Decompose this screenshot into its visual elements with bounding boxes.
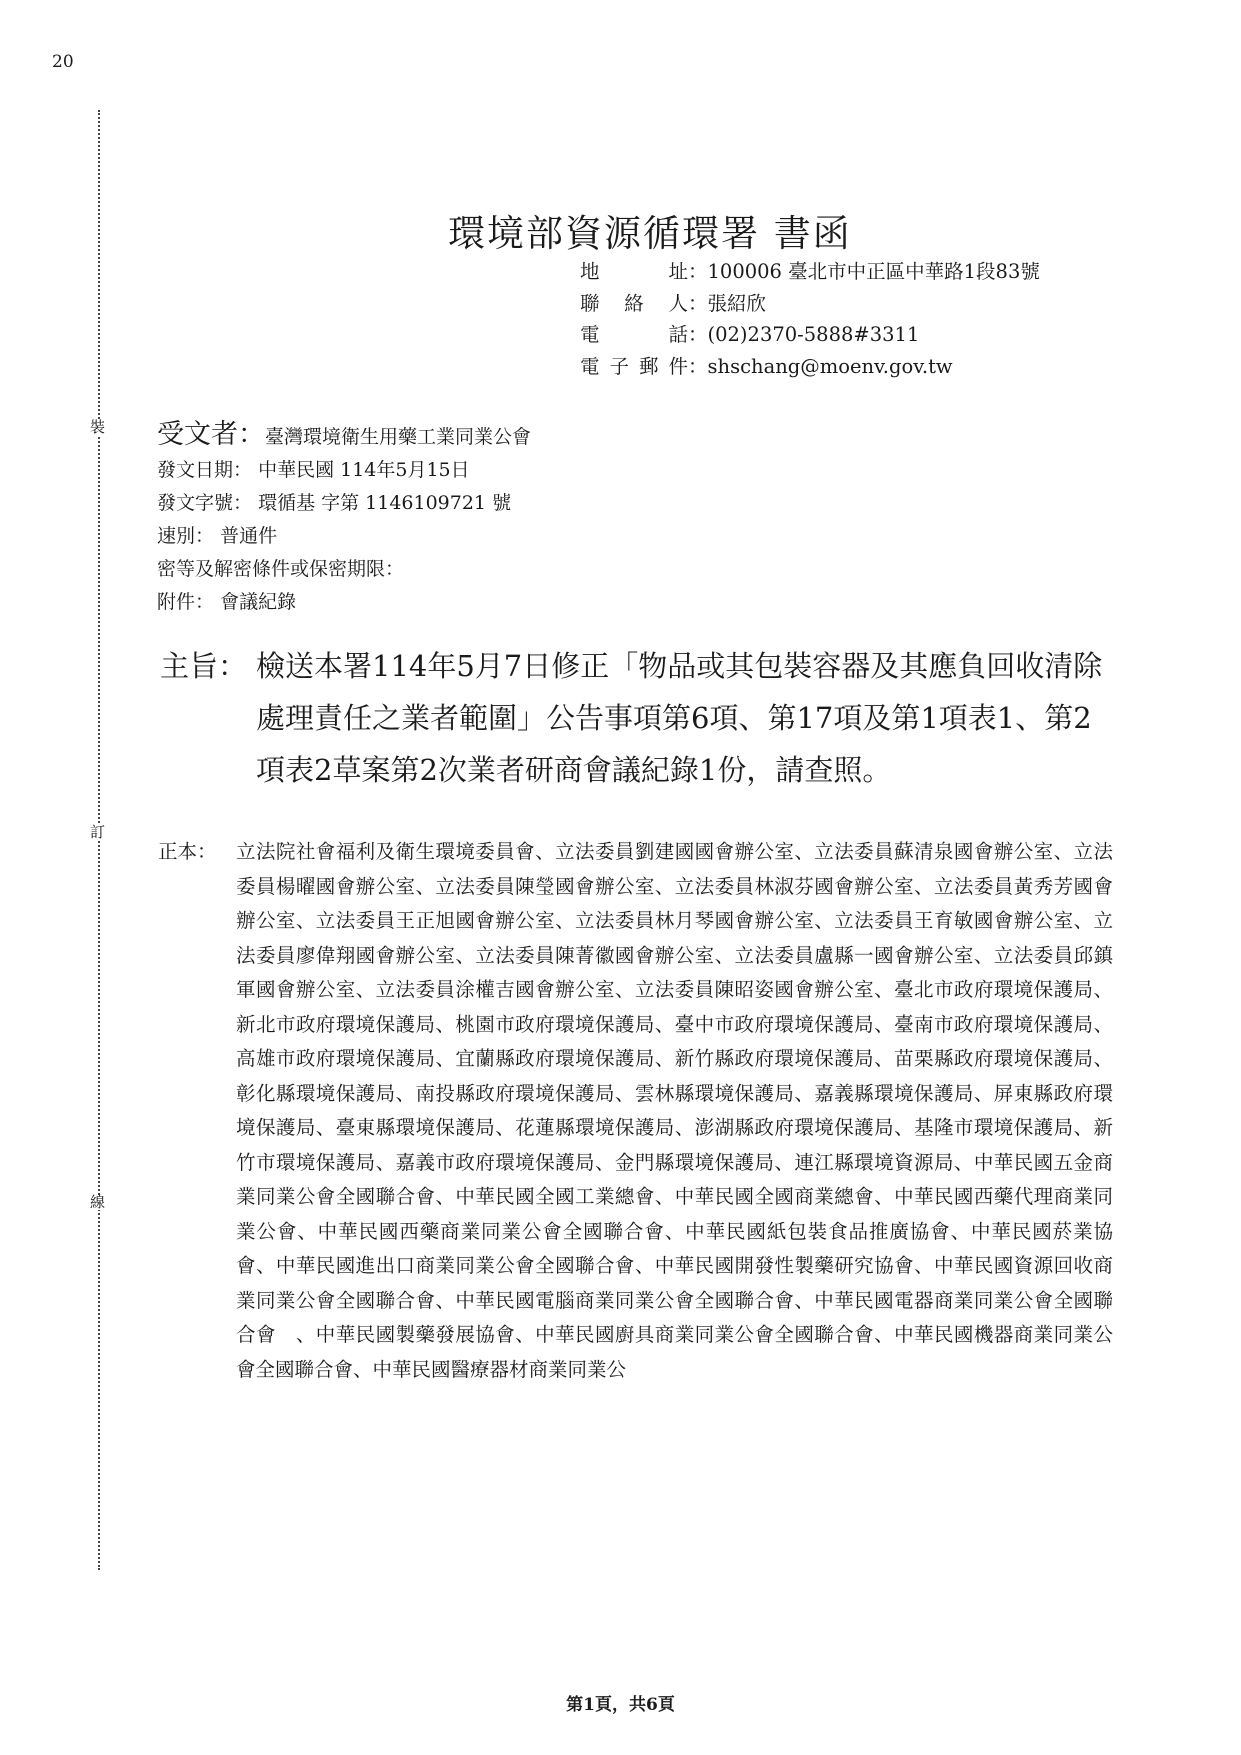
attachment-value: 會議紀錄 — [220, 591, 297, 613]
document-title: 環境部資源循環署 書函 — [448, 212, 852, 255]
contact-email: 電子郵件：shschang@moenv.gov.tw — [580, 351, 1040, 383]
subject-block — [160, 640, 1110, 796]
subject-label: 主旨： — [160, 649, 248, 683]
recipients-block — [158, 835, 1113, 1387]
contact-phone: 電話：(02)2370-5888#3311 — [580, 319, 1040, 351]
binding-mark-xian: 線 — [90, 1193, 106, 1211]
contact-address: 地址：100006 臺北市中正區中華路1段83號 — [580, 256, 1040, 288]
date-label: 發文日期 — [157, 459, 234, 481]
binding-mark-zhuang: 裝 — [90, 418, 106, 436]
contact-label: 聯絡人 — [580, 291, 688, 315]
binding-mark-ding: 訂 — [90, 823, 106, 841]
contact-value: (02)2370-5888#3311 — [707, 323, 920, 346]
contact-label: 地址 — [580, 260, 688, 283]
page-footer: 第1頁，共6頁 — [566, 1695, 675, 1715]
contact-label: 電子郵件 — [580, 354, 688, 378]
recipients-text: 立法院社會福利及衛生環境委員會、立法委員劉建國國會辦公室、立法委員蘇清泉國會辦公室、立法委員楊曜國會辦公室、立法委員陳瑩國會辦公室、立法委員林淑芬國會辦公室、立法委員黃秀芳國會辦公室、立法委員王正旭國會辦公室、立法委員林月琴國會辦公室、立法委員王育敏國會辦公室、立法委員廖偉翔國會辦公室、立法委員陳菁徽國會辦公室、立法委員盧縣一國會辦公室、立法委員邱鎮軍國會辦公室、立法委員涂權吉國會辦公室、立法委員陳昭姿國會辦公室、臺北市政府環境保護局、新北市政府環境保護局、桃園市政府環境保護局、臺中市政府環境保護局、臺南市政府環境保護局、高雄市政府環境保護局、宜蘭縣政府環境保護局、新竹縣政府環境保護局、苗栗縣政府環境保護局、彰化縣環境保護局、南投縣政府環境保護局、雲林縣環境保護局、嘉義縣環境保護局、屏東縣政府環境保護局、臺東縣環境保護局、花蓮縣環境保護局、澎湖縣政府環境保護局、基隆市環境保護局、新竹市環境保護局、嘉義市政府環境保護局、金門縣環境保護局、連江縣環境資源局、中華民國五金商業同業公會全國聯合會、中華民國全國工業總會、中華民國全國商業總會、中華民國西藥代理商業同業公會、中華民國西藥商業同業公會全國聯合會、中華民國紙包裝食品推廣協會、中華民國菸業協會、中華民國進出口商業同業公會全國聯合會、中華民國開發性製藥研究協會、中華民國資源回收商業同業公會全國聯合會、中華民國電腦商業同業公會全國聯合會、中華民國電器商業同業公會全國聯合會 、中華民國製藥發展協會、中華民國廚具商業同業公會全國聯合會、中華民國機器商業同業公會全國聯合會、中華民國醫療器材商業同業公 — [236, 840, 1113, 1381]
contact-block — [580, 256, 1040, 382]
meta-number: 發文字號： 環循基 字第 1146109721 號 — [157, 492, 512, 514]
recipient-label: 受文者 — [157, 419, 238, 450]
speed-label: 速別 — [157, 525, 196, 547]
recipient-value: 臺灣環境衛生用藥工業同業公會 — [265, 426, 532, 448]
contact-value: shschang@moenv.gov.tw — [707, 354, 953, 378]
meta-attachment: 附件： 會議紀錄 — [157, 591, 297, 613]
number-value: 環循基 字第 1146109721 號 — [258, 492, 512, 514]
meta-block — [157, 418, 531, 619]
speed-value: 普通件 — [220, 525, 278, 547]
number-label: 發文字號 — [157, 492, 234, 514]
contact-value: 張紹欣 — [707, 291, 767, 315]
page-number-top: 20 — [52, 52, 74, 72]
meta-recipient: 受文者：臺灣環境衛生用藥工業同業公會 — [157, 419, 532, 450]
recipients-label: 正本： — [158, 840, 217, 863]
meta-date: 發文日期： 中華民國 114年5月15日 — [157, 459, 470, 481]
date-value: 中華民國 114年5月15日 — [258, 459, 470, 481]
contact-person: 聯絡人：張紹欣 — [580, 288, 1040, 320]
contact-value: 100006 臺北市中正區中華路1段83號 — [707, 260, 1040, 283]
subject-text: 檢送本署114年5月7日修正「物品或其包裝容器及其應負回收清除處理責任之業者範圍」公告事項第6項、第17項及第1項表1、第2項表2草案第2次業者研商會議紀錄1份，請查照。 — [256, 649, 1103, 787]
meta-speed: 速別： 普通件 — [157, 525, 278, 547]
secrecy-label: 密等及解密條件或保密期限 — [157, 558, 386, 580]
attachment-label: 附件 — [157, 591, 196, 613]
contact-label: 電話 — [580, 323, 688, 346]
meta-secrecy: 密等及解密條件或保密期限： — [157, 558, 405, 580]
